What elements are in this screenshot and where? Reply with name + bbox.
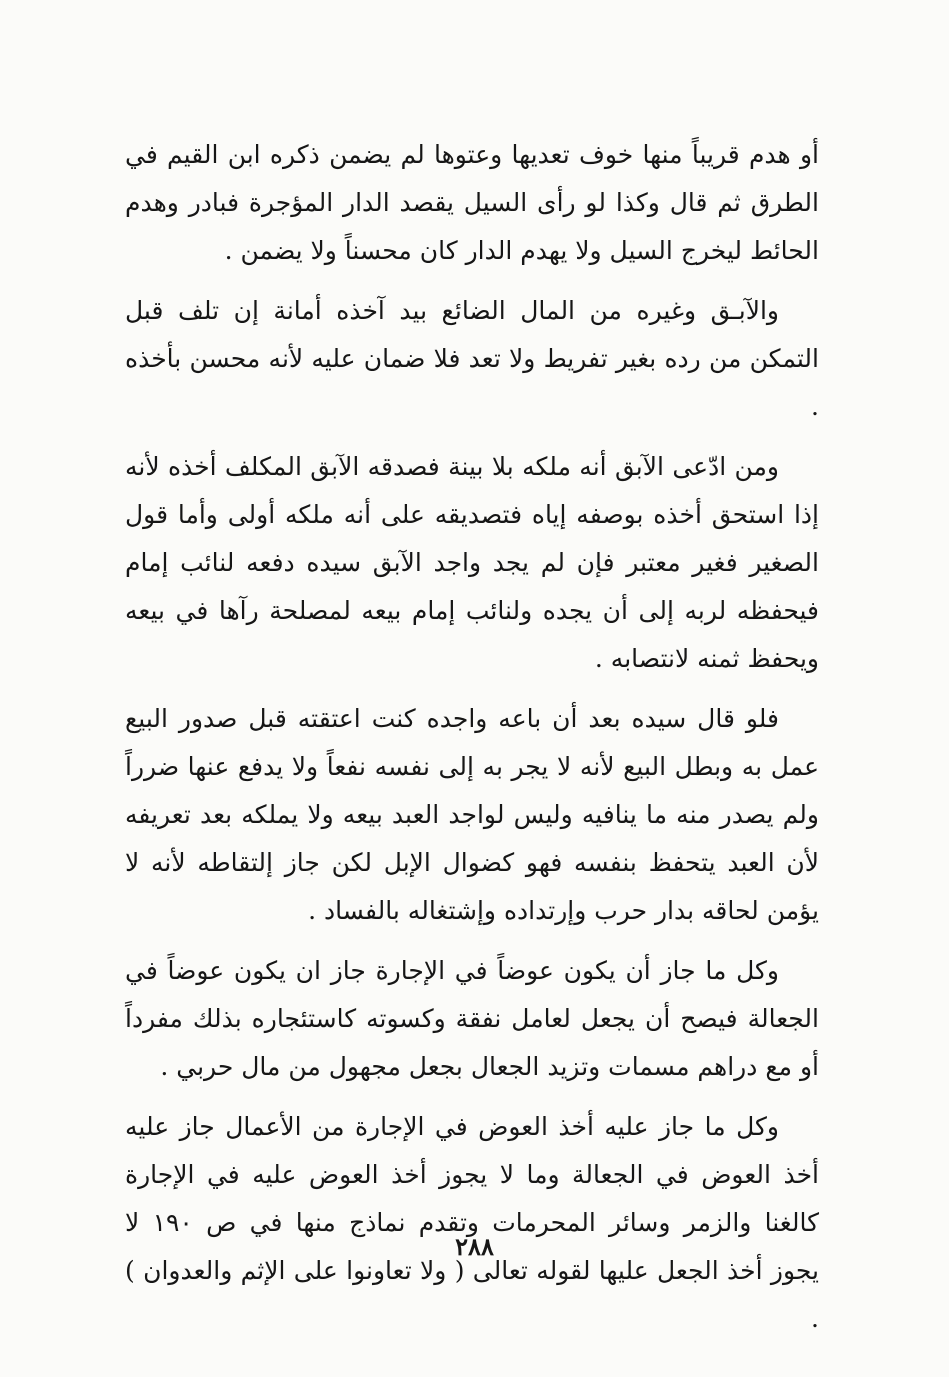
paragraph-5: وكل ما جاز أن يكون عوضاً في الإجارة جاز ان يكون عوضاً في الجعالة فيصح أن يجعل لعامل نفقة وكسوته كاستئجاره بذلك مفرداً أو مع دراهم مسمات وتزيد الجعال بجعل مجهول من مال حربي . — [125, 956, 819, 1081]
page-body — [125, 131, 819, 1355]
paragraph-4: فلو قال سيده بعد أن باعه واجده كنت اعتقته قبل صدور البيع عمل به وبطل البيع لأنه لا يجر به إلى نفسه نفعاً ولا يدفع عنها ضرراً ولم يصدر منه ما ينافيه وليس لواجد العبد بيعه ولا يملكه بعد تعريفه لأن العبد يتحفظ بنفسه فهو كضوال الإبل لكن جاز إلتقاطه لأنه لا يؤمن لحاقه بدار حرب وإرتداده وإشتغاله بالفساد . — [125, 704, 819, 925]
paragraph-2: والآبـق وغيره من المال الضائع بيد آخذه أمانة إن تلف قبل التمكن من رده بغير تفريط ولا تعد فلا ضمان عليه لأنه محسن بأخذه . — [125, 296, 819, 421]
paragraph-3: ومن ادّعى الآبق أنه ملكه بلا بينة فصدقه الآبق المكلف أخذه لأنه إذا استحق أخذه بوصفه إياه فتصديقه على أنه ملكه أولى وأما قول الصغير فغير معتبر فإن لم يجد واجد الآبق سيده دفعه لنائب إمام فيحفظه لربه إلى أن يجده ولنائب إمام بيعه لمصلحة رآها في بيعه ويحفظ ثمنه لانتصابه . — [125, 452, 819, 673]
paragraph-6: وكل ما جاز عليه أخذ العوض في الإجارة من الأعمال جاز عليه أخذ العوض في الجعالة وما لا يجوز أخذ العوض عليه في الإجارة كالغنا والزمر وسائر المحرمات وتقدم نماذج منها في ص ١٩٠ لا يجوز أخذ الجعل عليها لقوله تعالى ( ولا تعاونوا على الإثم والعدوان ) . — [125, 1112, 819, 1333]
paragraph-1: أو هدم قريباً منها خوف تعديها وعتوها لم يضمن ذكره ابن القيم في الطرق ثم قال وكذا لو رأى السيل يقصد الدار المؤجرة فبادر وهدم الحائط ليخرج السيل ولا يهدم الدار كان محسناً ولا يضمن . — [125, 140, 819, 265]
page-number: ٢٨٨ — [455, 1232, 494, 1261]
